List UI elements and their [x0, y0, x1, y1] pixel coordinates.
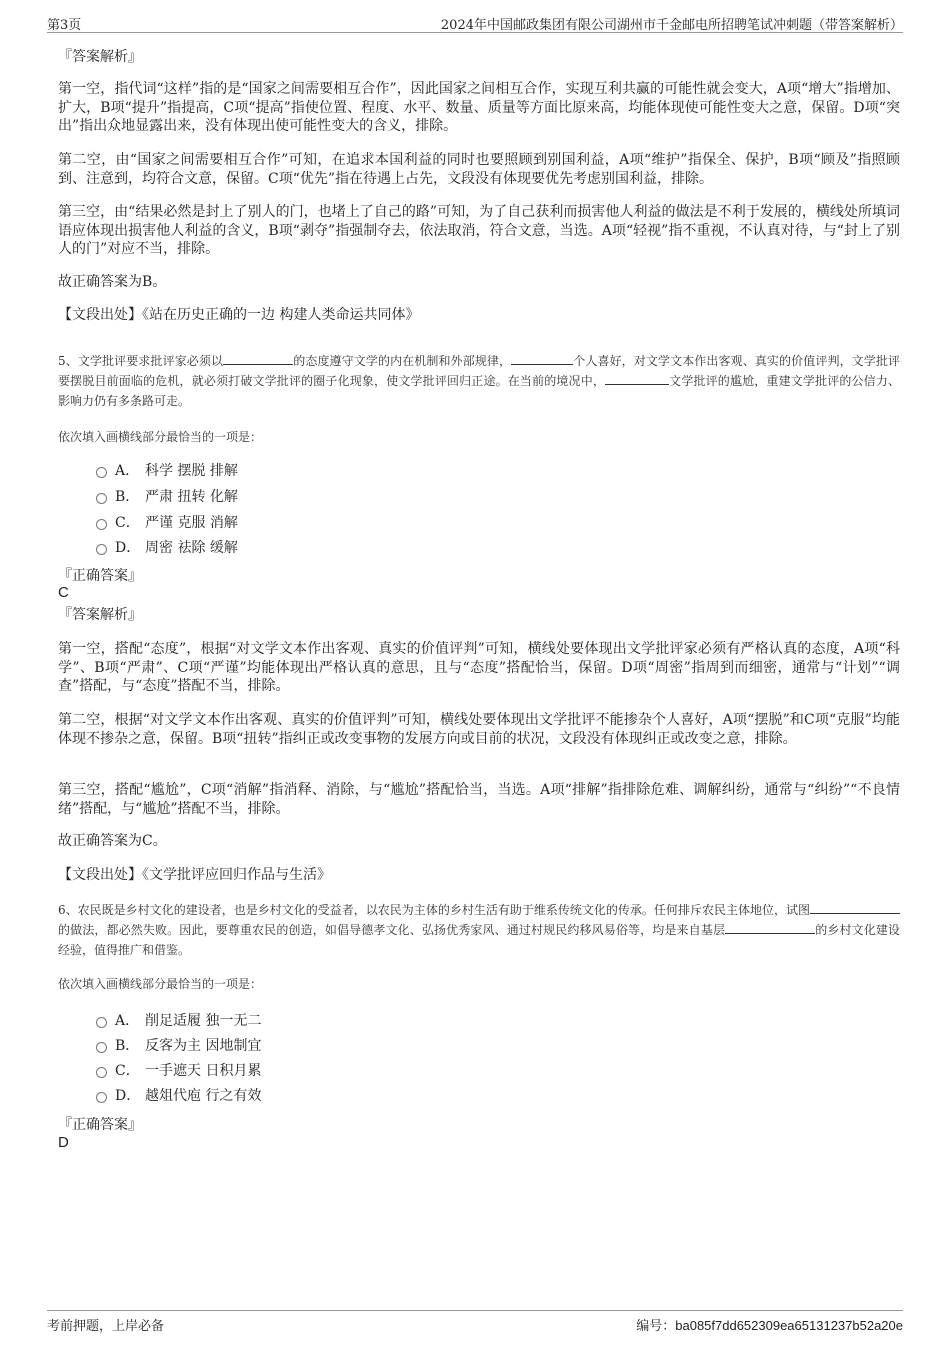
q5-option-c[interactable]: C． 严谨 克服 消解	[96, 512, 238, 532]
q4-analysis-p2: 第二空，由“国家之间需要相互合作”可知，在追求本国利益的同时也要照顾到别国利益，A项“维护”指保全、保护，B项“顾及”指照顾到、注意到，均符合文意，保留。C项“优先”指在待遇上占先，文段没有体现要优先考虑别国利益，排除。	[58, 152, 900, 187]
radio-icon[interactable]	[96, 544, 107, 555]
document-title: 2024年中国邮政集团有限公司湖州市千金邮电所招聘笔试冲刺题（带答案解析）	[440, 18, 903, 33]
page-footer	[47, 1310, 903, 1335]
blank-3	[605, 371, 669, 385]
q5-source: 【文段出处】《文学批评应回归作品与生活》	[58, 867, 331, 883]
q6-stem: 6、农民既是乡村文化的建设者，也是乡村文化的受益者，以农民为主体的乡村生活有助于维系传统文化的传承。任何排斥农民主体地位，试图的做法，都必然失败。因此，要尊重农民的创造，如倡导德孝文化、弘扬优秀家风、通过村规民约移风易俗等，均是来自基层 的乡村文化建设经验，值得推广和借鉴。	[58, 900, 900, 960]
q5-prompt: 依次填入画横线部分最恰当的一项是：	[58, 430, 263, 444]
q5-option-a[interactable]: A． 科学 摆脱 排解	[96, 460, 238, 480]
blank-2	[511, 351, 573, 365]
q5-analysis-p3: 第三空，搭配“尴尬”，C项“消解”指消释、消除，与“尴尬”搭配恰当，当选。A项“排解”指排除危难、调解纠纷，通常与“纠纷”“不良情绪”搭配，与“尴尬”搭配不当，排除。	[58, 782, 900, 817]
q6-prompt: 依次填入画横线部分最恰当的一项是：	[58, 977, 263, 991]
q4-analysis-p3: 第三空，由“结果必然是封上了别人的门，也堵上了自己的路”可知，为了自己获利而损害他人利益的做法是不利于发展的，横线处所填词语应体现出损害他人利益的含义，B项“剥夺”指强制夺去，依法取消，符合文意，当选。A项“轻视”指不重视，不认真对待，与“封上了别人的门”对应不当，排除。	[58, 204, 900, 257]
q5-analysis-p2: 第二空，根据“对文学文本作出客观、真实的价值评判”可知，横线处要体现出文学批评不能掺杂个人喜好，A项“摆脱”和C项“克服”均能体现不掺杂之意，保留。B项“扭转”指纠正或改变事物的发展方向或目前的状况，文段没有体现纠正或改变之意，排除。	[58, 712, 900, 747]
radio-icon[interactable]	[96, 1067, 107, 1078]
analysis-label: 『答案解析』	[58, 49, 142, 65]
q6-option-d[interactable]: D． 越俎代庖 行之有效	[96, 1085, 261, 1105]
radio-icon[interactable]	[96, 467, 107, 478]
radio-icon[interactable]	[96, 519, 107, 530]
q4-analysis-p1: 第一空，指代词“这样”指的是“国家之间需要相互合作”，因此国家之间相互合作，实现互利共赢的可能性就会变大，A项“增大”指增加、扩大，B项“提升”指提高，C项“提高”指使位置、程度、水平、数量、质量等方面比原来高，均能体现使可能性变大之意，保留。D项“突出”指出众地显露出来，没有体现出使可能性变大的含义，排除。	[58, 81, 900, 134]
q4-source: 【文段出处】《站在历史正确的一边 构建人类命运共同体》	[58, 307, 420, 323]
blank-2	[725, 920, 815, 934]
q5-answer-label: 『正确答案』	[58, 568, 142, 584]
q5-analysis-label: 『答案解析』	[58, 607, 142, 623]
footer-slogan: 考前押题，上岸必备	[47, 1319, 165, 1334]
q5-answer: C	[58, 584, 69, 601]
q5-analysis-p1: 第一空，搭配“态度”，根据“对文学文本作出客观、真实的价值评判”可知，横线处要体现出文学批评家必须有严格认真的态度，A项“科学”、B项“严肃”、C项“严谨”均能体现出严格认真的意思，且与“态度”搭配恰当，保留。D项“周密”指周到而细密，通常与“计划”“调查”搭配，与“态度”搭配不当，排除。	[58, 641, 900, 694]
q6-option-b[interactable]: B． 反客为主 因地制宜	[96, 1035, 261, 1055]
q5-option-d[interactable]: D． 周密 祛除 缓解	[96, 537, 238, 557]
blank-1	[810, 900, 900, 914]
document-code: 编号：ba085f7dd652309ea65131237b52a20e	[636, 1318, 903, 1334]
q6-option-a[interactable]: A． 削足适履 独一无二	[96, 1010, 261, 1030]
q6-answer-label: 『正确答案』	[58, 1117, 142, 1133]
q6-answer: D	[58, 1134, 69, 1151]
blank-1	[223, 351, 293, 365]
q5-stem: 5、文学批评要求批评家必须以 的态度遵守文学的内在机制和外部规律， 个人喜好，对文学文本作出客观、真实的价值评判，文学批评要摆脱目前面临的危机，就必须打破文学批评的圈子化现象，使文学批评回归正途。在当前的境况中， 文学批评的尴尬，重建文学批评的公信力、影响力仍有多条路可走。	[58, 351, 900, 411]
q6-option-c[interactable]: C． 一手遮天 日积月累	[96, 1060, 261, 1080]
q5-conclusion: 故正确答案为C。	[58, 833, 167, 849]
page-number: 第3页	[47, 18, 82, 33]
page-header	[47, 12, 903, 33]
radio-icon[interactable]	[96, 1092, 107, 1103]
q5-option-b[interactable]: B． 严肃 扭转 化解	[96, 486, 238, 506]
radio-icon[interactable]	[96, 1017, 107, 1028]
radio-icon[interactable]	[96, 493, 107, 504]
radio-icon[interactable]	[96, 1042, 107, 1053]
q4-conclusion: 故正确答案为B。	[58, 274, 167, 290]
